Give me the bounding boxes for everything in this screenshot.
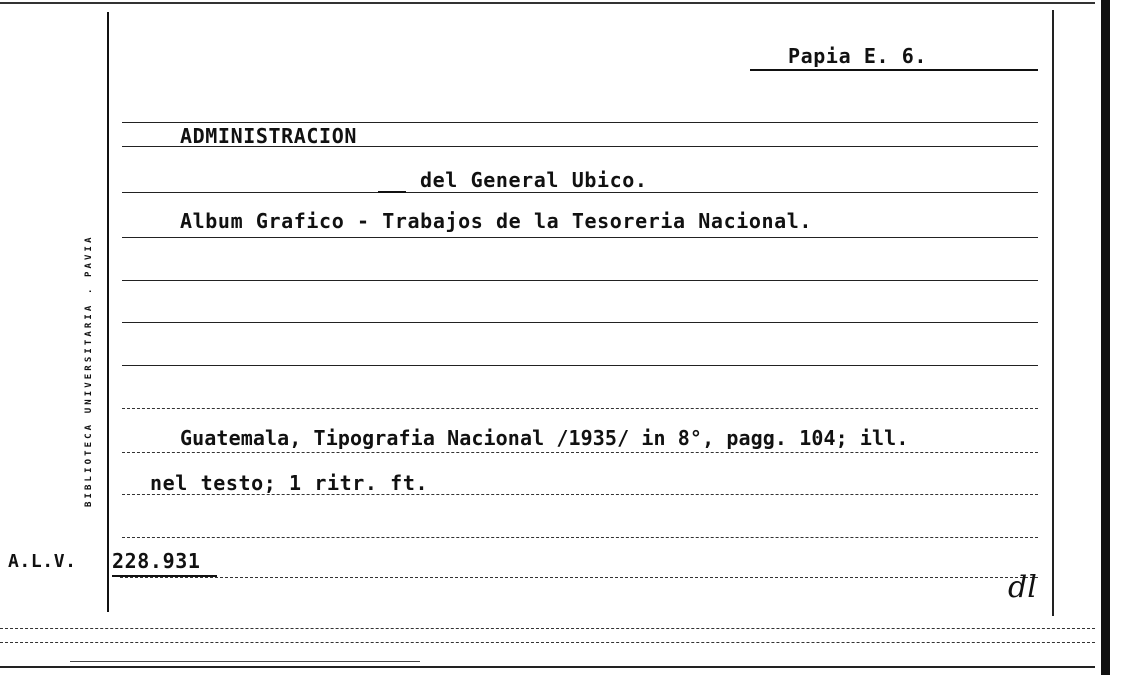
ruled-line <box>122 192 1038 193</box>
shelfmark-underline <box>750 69 1038 71</box>
bottom-edge-line-4 <box>70 661 420 662</box>
heading: ADMINISTRACION <box>180 124 357 148</box>
left-margin-line <box>107 12 109 612</box>
heading-cont-lead-mark <box>378 191 406 193</box>
library-stamp: BIBLIOTECA UNIVERSITARIA . PAVIA <box>84 234 94 507</box>
bottom-edge-line-3 <box>0 666 1095 668</box>
ruled-line <box>122 452 1038 453</box>
ruled-line <box>122 122 1038 123</box>
ruled-line <box>122 237 1038 238</box>
inventory-underline <box>112 575 217 577</box>
bottom-edge-line-2 <box>0 642 1095 643</box>
imprint-line-2: nel testo; 1 ritr. ft. <box>150 471 429 495</box>
ruled-line <box>120 577 1038 578</box>
title: Album Grafico - Trabajos de la Tesoreria Nacional. <box>180 209 813 233</box>
card-right-edge <box>1101 0 1110 675</box>
bottom-edge-line-1 <box>0 628 1095 629</box>
cataloguer-initials: dl <box>1008 570 1037 605</box>
imprint-line-1: Guatemala, Tipografia Nacional /1935/ in 8°, pagg. 104; ill. <box>180 426 909 450</box>
ruled-line <box>122 537 1038 538</box>
heading-continuation: del General Ubico. <box>420 168 648 192</box>
ruled-line <box>122 322 1038 323</box>
ruled-line <box>122 408 1038 409</box>
right-margin-line <box>1052 10 1054 616</box>
ruled-line <box>122 280 1038 281</box>
collection-label: A.L.V. <box>8 551 77 572</box>
ruled-line <box>122 365 1038 366</box>
shelfmark: Papia E. 6. <box>788 44 928 68</box>
inventory-number: 228.931 <box>112 549 201 573</box>
top-edge-line <box>0 2 1095 4</box>
